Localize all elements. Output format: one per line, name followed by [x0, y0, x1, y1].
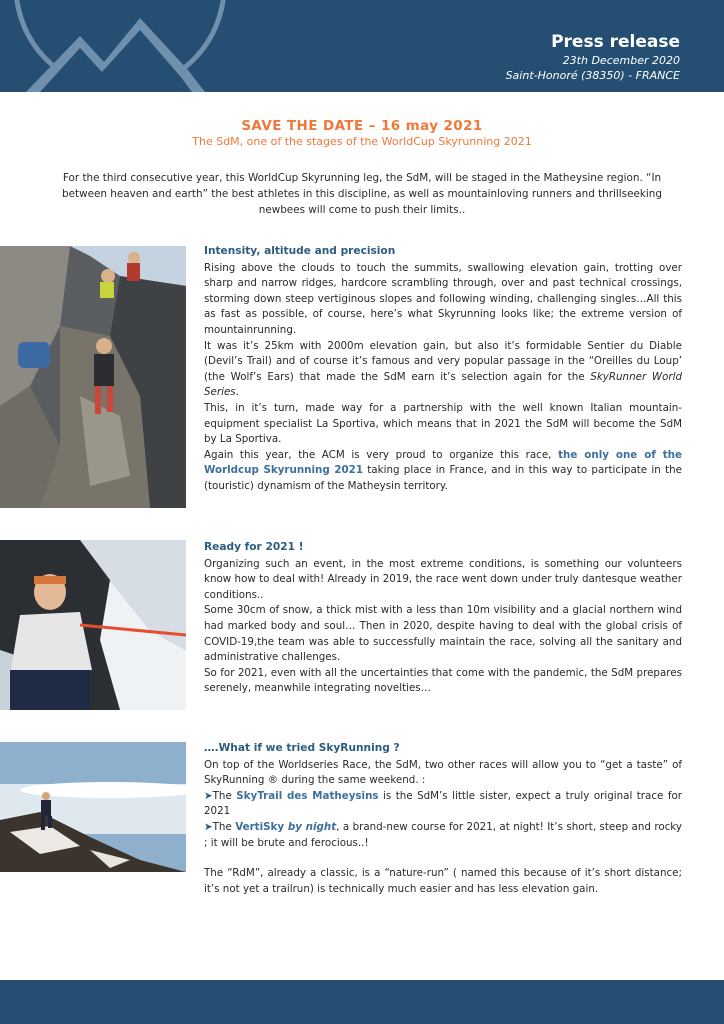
section2-paragraph-2: Some 30cm of snow, a thick mist with a less than 10m visibility and a glacial northern wind had marked body and soul… Then in 2020, despite having to deal with the global crisis of COVID-19,the team was able to successfully maintain the race, solving all the sanitary and administrative challenges.: [204, 604, 682, 664]
section-title-ready: Ready for 2021 !: [204, 541, 304, 553]
bullet-vertisky: [204, 820, 682, 851]
section1-p2-text: It was it’s 25km with 2000m elevation gain, but also it’s formidable Sentier du Diable (Devil’s Trail) and of course it’s famous and very popular passage in the “Oreilles du Loup’ (the Wolf’s Ears) that made the SdM earn it’s selection again for the: [204, 339, 682, 383]
section1-p2-end: .: [235, 386, 239, 399]
section1-paragraph-3: This, in it’s turn, made way for a partnership with the well known Italian mountain-equipment specialist La Sportiva, which means that in 2021 the SdM will become the SdM by La Sportiva.: [204, 401, 682, 446]
skyrunner-series-name: SkyRunner World Series: [204, 370, 683, 399]
release-date: 23th December 2020: [562, 54, 680, 67]
section3-paragraph-1: On top of the Worldseries Race, the SdM, two other races will allow you to “get a taste” of SkyRunning ® during the same weekend. :: [204, 758, 682, 787]
section-intensity: [204, 244, 682, 495]
mountain-logo-icon: [0, 0, 240, 92]
vertisky-highlight: VertiSky: [235, 820, 285, 833]
arrow-bullet-icon: ➤: [204, 789, 213, 802]
photo-rock-scramble: [0, 246, 186, 508]
photo-runner-snow: [0, 540, 186, 710]
section-try-skyrunning: [204, 741, 682, 897]
section1-p4-text: Again this year, the ACM is very proud to organize this race,: [204, 448, 559, 461]
section1-paragraph-4: [204, 448, 682, 495]
section1-paragraph-2: [204, 339, 682, 401]
bullet2-text: , a brand-new course for 2021, at night! It’s short, steep and rocky ; it will be brute and ferocious..!: [204, 820, 682, 849]
worldcup-highlight: the only one of the Worldcup Skyrunning 2021: [204, 448, 682, 477]
header-band: [0, 0, 724, 92]
section2-paragraph-1: Organizing such an event, in the most extreme conditions, is something our volunteers know how to deal with! Already in 2019, the race went down under truly dantesque weather conditions..: [204, 557, 682, 601]
section1-paragraph-1: Rising above the clouds to touch the summits, swallowing elevation gain, trotting over sharp and narrow ridges, hardcore scrambling through, over and past technical crossings, storming down steep vertiginous slopes and following winding, challenging singles…All this as fast as possible, of course, here’s what Skyrunning looks like; the extreme version of mountainrunning.: [204, 261, 682, 336]
section3-paragraph-rdm: The “RdM”, already a classic, is a “nature-run” ( named this because of it’s short distance; it’s not yet a trailrun) is technically much easier and has less elevation gain.: [204, 867, 682, 895]
section1-p4-end: taking place in France, and in this way to participate in the (touristic) dynamism of the Matheysin territory.: [204, 464, 682, 492]
vertisky-night-highlight: by night: [284, 820, 337, 833]
skytrail-highlight: SkyTrail des Matheysins: [236, 789, 379, 802]
press-release-title: Press release: [551, 32, 680, 52]
bullet1-text: is the SdM’s little sister, expect a truly original trace for 2021: [204, 789, 682, 818]
footer-band: [0, 980, 724, 1024]
release-place: Saint-Honoré (38350) - FRANCE: [505, 69, 680, 82]
headline-subtitle: The SdM, one of the stages of the WorldCup Skyrunning 2021: [192, 135, 532, 148]
bullet2-pre: The: [212, 820, 236, 833]
arrow-bullet-icon: ➤: [204, 820, 213, 833]
section-title-try-skyrunning: ….What if we tried SkyRunning ?: [204, 742, 400, 754]
intro-paragraph: For the third consecutive year, this WorldCup Skyrunning leg, the SdM, will be staged in the Matheysine region. “In between heaven and earth” the best athletes in this discipline, as well as mountainloving runners and thrillseeking newbees will come to push their limits..: [62, 172, 662, 216]
section2-paragraph-3: So for 2021, even with all the uncertainties that come with the pandemic, the SdM prepares serenely, meanwhile integrating novelties…: [204, 666, 682, 695]
section-ready: [204, 540, 682, 697]
section-title-intensity: Intensity, altitude and precision: [204, 245, 396, 257]
photo-runner-above-clouds: [0, 742, 186, 872]
bullet1-pre: The: [212, 789, 237, 802]
paragraph-spacer: [204, 851, 682, 866]
bullet-skytrail: [204, 789, 682, 820]
save-the-date-heading: SAVE THE DATE – 16 may 2021: [241, 118, 483, 134]
